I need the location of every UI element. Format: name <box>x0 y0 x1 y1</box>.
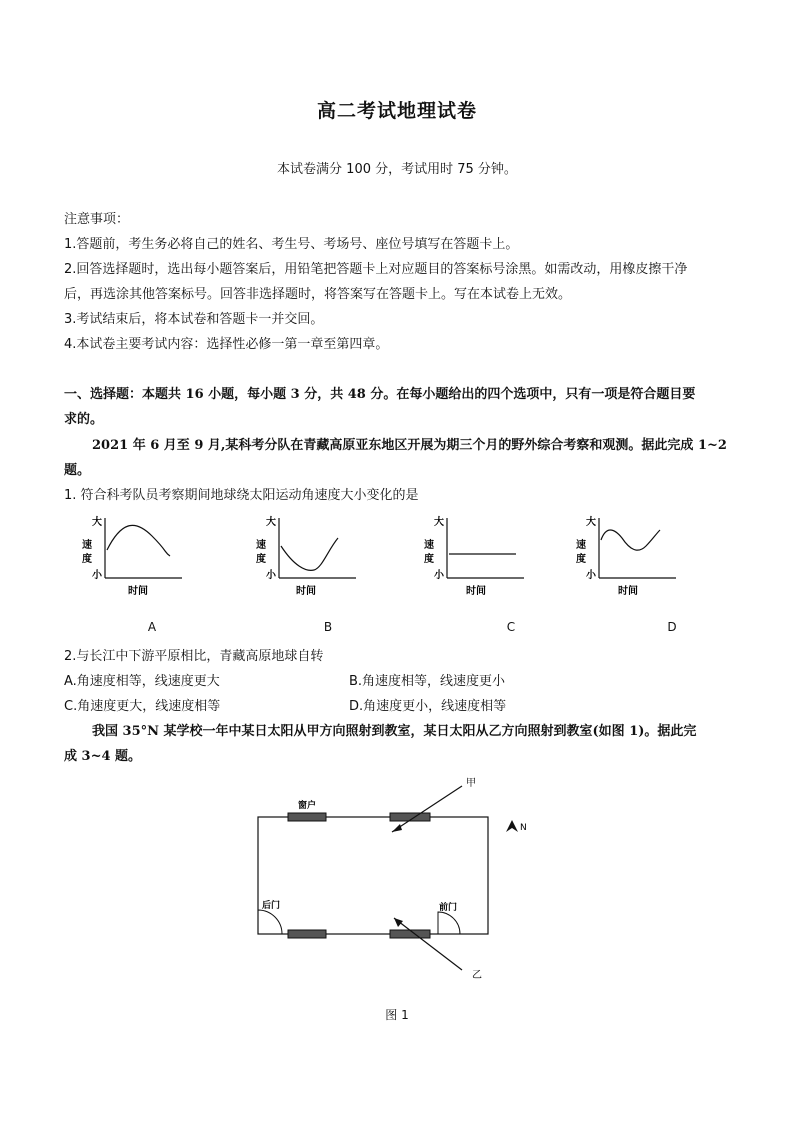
graph-c-xlabel: 时间 <box>466 586 486 597</box>
option-label-c: C <box>506 620 516 634</box>
page-title: 高二考试地理试卷 <box>316 100 477 122</box>
notice-item: 1.答题前，考生务必将自己的姓名、考生号、考场号、座位号填写在答题卡上。 <box>64 237 519 252</box>
graph-b <box>252 510 364 602</box>
front-door-arc <box>438 912 460 934</box>
graph-d <box>572 510 684 602</box>
window-bottom-left <box>288 930 326 938</box>
q2-option-b: B.角速度相等，线速度更小 <box>349 674 506 689</box>
notice-item: 2.回答选择题时，选出每小题答案后，用铅笔把答题卡上对应题目的答案标号涂黑。如需改动，用橡皮擦干净 <box>64 262 688 277</box>
notice-item: 3.考试结束后，将本试卷和答题卡一并交回。 <box>64 312 324 327</box>
q2-option-c: C.角速度更大，线速度相等 <box>64 699 221 714</box>
graph-c-ylabel: 速 <box>424 540 434 551</box>
back-door-arc <box>258 910 282 934</box>
yi-label: 乙 <box>472 970 482 981</box>
graph-d-top: 大 <box>586 517 596 528</box>
graph-a-curve <box>107 525 170 556</box>
graph-c <box>420 510 532 602</box>
jia-label: 甲 <box>466 778 476 789</box>
question-2-stem: 2.与长江中下游平原相比，青藏高原地球自转 <box>64 649 324 664</box>
back-door-label: 后门 <box>262 901 281 911</box>
graph-a <box>78 510 190 602</box>
option-label-a: A <box>147 620 157 634</box>
material-1-cont: 题。 <box>64 463 91 478</box>
north-label: N <box>520 823 527 833</box>
north-arrow-icon <box>506 820 518 832</box>
graph-b-bottom: 小 <box>266 570 276 581</box>
graph-d-xlabel: 时间 <box>618 586 638 597</box>
exam-info: 本试卷满分 100 分，考试用时 75 分钟。 <box>277 162 517 177</box>
sunray-jia <box>392 786 462 832</box>
graph-c-top: 大 <box>434 517 444 528</box>
graph-c-ylabel: 度 <box>424 554 434 565</box>
graph-a-xlabel: 时间 <box>128 586 148 597</box>
sunray-yi-arrowhead <box>394 918 403 927</box>
material-2-cont: 成 3~4 题。 <box>64 749 142 764</box>
material-2: 我国 35°N 某学校一年中某日太阳从甲方向照射到教室，某日太阳从乙方向照射到教室(如图 1)。据此完 <box>92 724 697 739</box>
option-label-b: B <box>323 620 333 634</box>
sunray-jia-arrowhead <box>392 824 402 832</box>
q2-option-a: A.角速度相等，线速度更大 <box>64 674 220 689</box>
window-label: 窗户 <box>298 801 317 811</box>
notice-heading: 注意事项： <box>64 212 130 227</box>
graph-c-bottom: 小 <box>434 570 444 581</box>
q2-option-d: D.角速度更小，线速度相等 <box>349 699 507 714</box>
classroom-outline <box>258 817 488 934</box>
notice-item: 4.本试卷主要考试内容：选择性必修一第一章至第四章。 <box>64 337 389 352</box>
figure-1-caption: 图 1 <box>385 1008 409 1022</box>
graph-b-curve <box>281 538 338 570</box>
graph-a-top: 大 <box>92 517 102 528</box>
graph-b-xlabel: 时间 <box>296 586 316 597</box>
sunray-yi <box>394 918 462 970</box>
option-label-d: D <box>667 620 677 634</box>
window-bottom-right <box>390 930 430 938</box>
section-heading-cont: 求的。 <box>64 412 104 427</box>
graph-b-top: 大 <box>266 517 276 528</box>
graph-d-ylabel: 度 <box>576 554 586 565</box>
graph-a-bottom: 小 <box>92 570 102 581</box>
question-1-stem: 1. 符合科考队员考察期间地球绕太阳运动角速度大小变化的是 <box>64 488 419 503</box>
graph-b-ylabel: 速 <box>256 540 266 551</box>
graph-d-ylabel: 速 <box>576 540 586 551</box>
graph-d-curve <box>601 530 660 550</box>
graph-a-ylabel: 速 <box>82 540 92 551</box>
figure-1-classroom-diagram <box>240 770 540 985</box>
material-1: 2021 年 6 月至 9 月,某科考分队在青藏高原亚东地区开展为期三个月的野外综合考察和观测。据此完成 1~2 <box>92 438 727 453</box>
window-top-left <box>288 813 326 821</box>
graph-d-bottom: 小 <box>586 570 596 581</box>
graph-b-ylabel: 度 <box>256 554 266 565</box>
front-door-label: 前门 <box>439 903 458 913</box>
section-heading: 一、选择题：本题共 16 小题，每小题 3 分，共 48 分。在每小题给出的四个选项中，只有一项是符合题目要 <box>64 387 696 402</box>
notice-item: 后，再选涂其他答案标号。回答非选择题时，将答案写在答题卡上。写在本试卷上无效。 <box>64 287 572 302</box>
graph-a-ylabel: 度 <box>82 554 92 565</box>
